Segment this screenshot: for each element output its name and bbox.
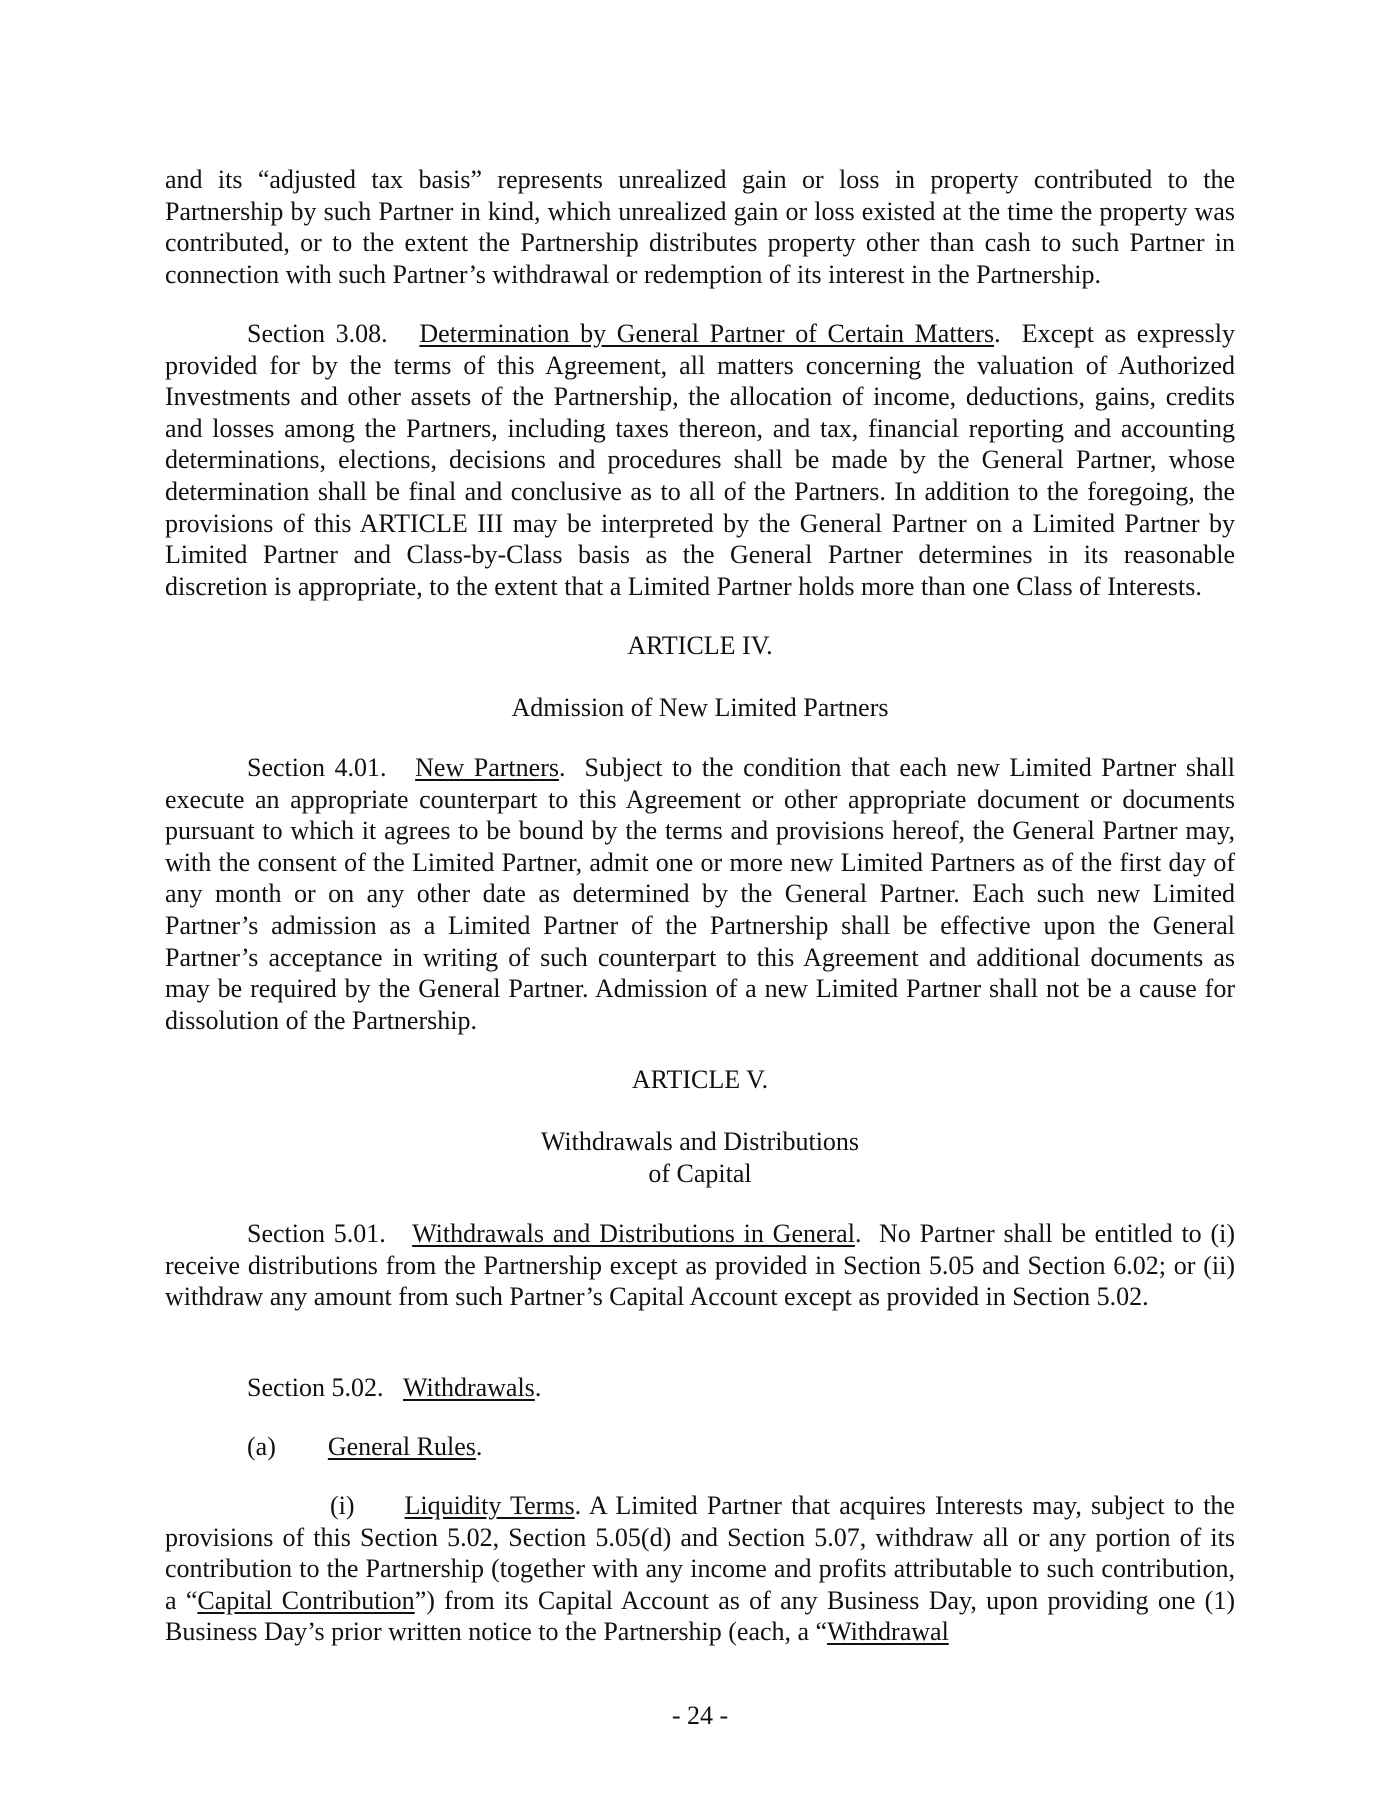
section-5-01: Section 5.01. Withdrawals and Distributions in General. No Partner shall be entitled to (i) receive distributions from the Partnership except as provided in Section 5.05 and Section 6.02; or (ii) withdraw any amount from such Partner’s Capital Account except as provided in Section 5.02.	[165, 1219, 1235, 1312]
article-v-title: Withdrawals and Distributions of Capital	[540, 1127, 860, 1188]
clause-i-liquidity-terms: (i) Liquidity Terms. A Limited Partner that acquires Interests may, subject to the provisions of this Section 5.02, Section 5.05(d) and Section 5.07, withdraw all or any portion of its contribution to the Partnership (together with any income and profits attributable to such contribution, a “Capital Contribution”) from its Capital Account as of any Business Day, upon providing one (1) Business Day’s prior written notice to the Partnership (each, a “Withdrawal	[165, 1491, 1235, 1647]
article-iv-heading: ARTICLE IV.	[627, 631, 773, 660]
defined-term: Capital Contribution	[197, 1585, 415, 1615]
article-iv-title: Admission of New Limited Partners	[511, 693, 889, 722]
section-body: Subject to the condition that each new Limited Partner shall execute an appropriate counterpart to this Agreement or other appropriate document or documents pursuant to which it agrees to be bound by the terms and provisions hereof, the General Partner may, with the consent of the Limited Partner, admit one or more new Limited Partners as of the first day of any month or on any other date as determined by the General Partner. Each such new Limited Partner’s admission as a Limited Partner of the Partnership shall be effective upon the General Partner’s acceptance in writing of such counterpart to this Agreement and additional documents as may be required by the General Partner. Admission of a new Limited Partner shall not be a cause for dissolution of the Partnership.	[165, 753, 1235, 1035]
section-body: No Partner shall be entitled to (i) receive distributions from the Partnership except as provided in Section 5.05 and Section 6.02; or (ii) withdraw any amount from such Partner’s Capital Account except as provided in Section 5.02.	[165, 1219, 1235, 1312]
carryover-paragraph	[165, 164, 1235, 290]
subsection-a: (a) General Rules.	[247, 1432, 483, 1461]
section-5-02: Section 5.02. Withdrawals.	[247, 1373, 542, 1402]
section-number: Section 5.01.	[247, 1219, 386, 1248]
article-v-heading: ARTICLE V.	[631, 1065, 769, 1094]
defined-term: Withdrawal	[827, 1617, 949, 1647]
section-4-01: Section 4.01. New Partners. Subject to the condition that each new Limited Partner shall execute an appropriate counterpart to this Agreement or other appropriate document or documents pursuant to which it agrees to be bound by the terms and provisions hereof, the General Partner may, with the consent of the Limited Partner, admit one or more new Limited Partners as of the first day of any month or on any other date as determined by the General Partner. Each such new Limited Partner’s admission as a Limited Partner of the Partnership shall be effective upon the General Partner’s acceptance in writing of such counterpart to this Agreement and additional documents as may be required by the General Partner. Admission of a new Limited Partner shall not be a cause for dissolution of the Partnership.	[165, 753, 1235, 1035]
section-title: New Partners	[415, 753, 559, 782]
clause-number: (i)	[330, 1491, 355, 1520]
subsection-number: (a)	[247, 1432, 276, 1461]
section-title: Determination by General Partner of Certain Matters	[419, 319, 995, 348]
section-title: Withdrawals	[403, 1373, 535, 1402]
section-number: Section 5.02.	[247, 1373, 384, 1402]
clause-title: Liquidity Terms	[404, 1491, 575, 1520]
section-number: Section 4.01.	[247, 753, 387, 782]
section-body: Except as expressly provided for by the terms of this Agreement, all matters concerning the valuation of Authorized Investments and other assets of the Partnership, the allocation of income, deductions, gains, credits and losses among the Partners, including taxes thereon, and tax, financial reporting and accounting determinations, elections, decisions and procedures shall be made by the General Partner, whose determination shall be final and conclusive as to all of the Partners. In addition to the foregoing, the provisions of this ARTICLE III may be interpreted by the General Partner on a Limited Partner by Limited Partner and Class-by-Class basis as the General Partner determines in its reasonable discretion is appropriate, to the extent that a Limited Partner holds more than one Class of Interests.	[165, 319, 1235, 601]
section-number: Section 3.08.	[247, 319, 388, 348]
page-number: - 24 -	[671, 1701, 729, 1730]
carryover-text: and its “adjusted tax basis” represents unrealized gain or loss in property contributed to the Partnership by such Partner in kind, which unrealized gain or loss existed at the time the property was contributed, or to the extent the Partnership distributes property other than cash to such Partner in connection with such Partner’s withdrawal or redemption of its interest in the Partnership.	[165, 165, 1235, 289]
section-title: Withdrawals and Distributions in General	[412, 1219, 855, 1248]
subsection-title: General Rules	[327, 1432, 476, 1461]
section-3-08: Section 3.08. Determination by General Partner of Certain Matters. Except as expressly provided for by the terms of this Agreement, all matters concerning the valuation of Authorized Investments and other assets of the Partnership, the allocation of income, deductions, gains, credits and losses among the Partners, including taxes thereon, and tax, financial reporting and accounting determinations, elections, decisions and procedures shall be made by the General Partner, whose determination shall be final and conclusive as to all of the Partners. In addition to the foregoing, the provisions of this ARTICLE III may be interpreted by the General Partner on a Limited Partner by Limited Partner and Class-by-Class basis as the General Partner determines in its reasonable discretion is appropriate, to the extent that a Limited Partner holds more than one Class of Interests.	[165, 319, 1235, 601]
